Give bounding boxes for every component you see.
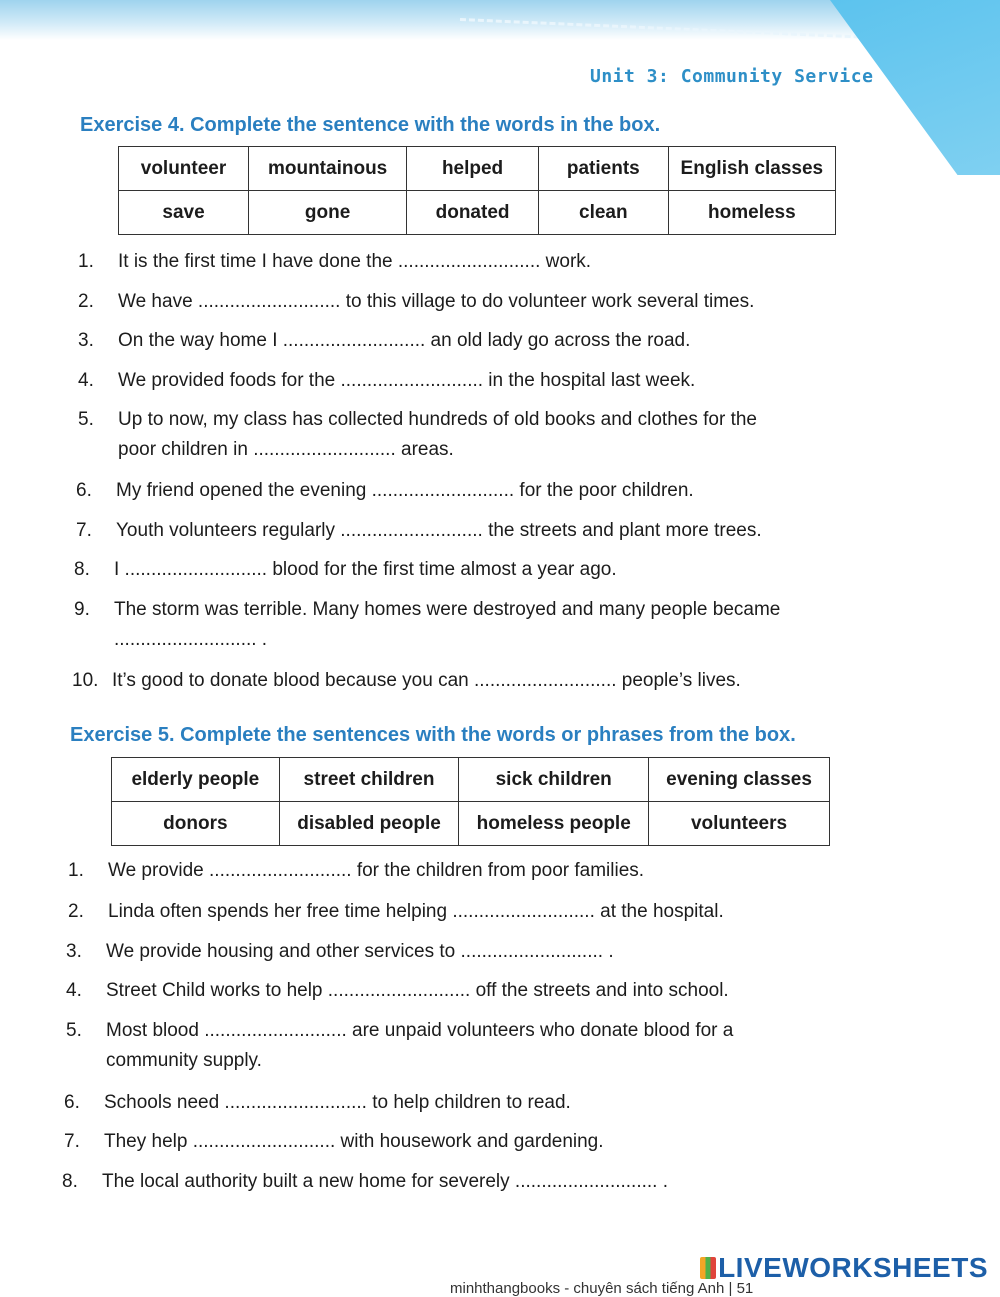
question-text[interactable]: Linda often spends her free time helping ........................... at the hospital. xyxy=(108,901,724,922)
question-number: 3. xyxy=(78,330,94,351)
exercise-5-question xyxy=(68,897,888,927)
word-box-row xyxy=(112,758,830,802)
exercise-5-question xyxy=(64,1127,884,1157)
exercise-4-question xyxy=(76,516,896,546)
question-text[interactable]: I ........................... blood for the first time almost a year ago. xyxy=(114,559,617,580)
question-number: 8. xyxy=(62,1171,78,1192)
word-cell: disabled people xyxy=(279,802,459,846)
exercise-4-question xyxy=(78,405,898,465)
exercise-5-question xyxy=(66,976,886,1006)
word-box-row xyxy=(112,802,830,846)
word-cell: mountainous xyxy=(249,147,407,191)
question-text[interactable]: We provide housing and other services to ........................... . xyxy=(106,941,614,962)
word-cell: homeless people xyxy=(459,802,649,846)
question-text[interactable]: We provide ........................... for the children from poor families. xyxy=(108,860,645,881)
question-text[interactable]: Up to now, my class has collected hundreds of old books and clothes for the xyxy=(118,409,757,430)
question-text[interactable]: We have ........................... to this village to do volunteer work several times. xyxy=(118,291,755,312)
word-cell: patients xyxy=(538,147,668,191)
question-number: 2. xyxy=(68,901,84,922)
question-number: 4. xyxy=(66,980,82,1001)
question-text[interactable]: Most blood ........................... are unpaid volunteers who donate blood for a xyxy=(106,1020,734,1041)
question-text[interactable]: They help ........................... with housework and gardening. xyxy=(104,1131,604,1152)
exercise-5-question xyxy=(66,1016,886,1076)
exercise-5-question xyxy=(66,937,886,967)
exercise-5-title: Exercise 5. Complete the sentences with the words or phrases from the box. xyxy=(70,724,796,746)
exercise-4-question xyxy=(78,326,898,356)
exercise-4-question xyxy=(74,595,894,655)
word-cell: helped xyxy=(407,147,539,191)
question-text-continued[interactable]: community supply. xyxy=(106,1050,262,1071)
question-text[interactable]: The local authority built a new home for severely ........................... . xyxy=(102,1171,669,1192)
word-cell: sick children xyxy=(459,758,649,802)
word-cell: evening classes xyxy=(649,758,830,802)
word-cell: homeless xyxy=(668,191,835,235)
exercise-5-question xyxy=(62,1167,882,1197)
decorative-blue-shape xyxy=(830,0,1000,175)
question-number: 7. xyxy=(64,1131,80,1152)
exercise-5-question xyxy=(64,1088,884,1118)
exercise-4-title: Exercise 4. Complete the sentence with the words in the box. xyxy=(80,114,661,136)
question-number: 5. xyxy=(78,409,94,430)
question-number: 5. xyxy=(66,1020,82,1041)
question-text[interactable]: It is the first time I have done the ........................... work. xyxy=(118,251,592,272)
question-number: 1. xyxy=(78,251,94,272)
question-text[interactable]: We provided foods for the ........................... in the hospital last week. xyxy=(118,370,696,391)
question-number: 1. xyxy=(68,860,84,881)
word-cell: English classes xyxy=(668,147,835,191)
question-number: 10. xyxy=(72,670,99,691)
word-cell: elderly people xyxy=(112,758,280,802)
word-cell: donated xyxy=(407,191,539,235)
exercise-4-question xyxy=(76,476,896,506)
exercise-4-question xyxy=(72,666,892,696)
exercise-4-question xyxy=(78,247,898,277)
exercise-4-question xyxy=(74,555,894,585)
logo-icon xyxy=(700,1257,716,1279)
question-number: 3. xyxy=(66,941,82,962)
question-number: 6. xyxy=(76,480,92,501)
word-cell: donors xyxy=(112,802,280,846)
footer-publisher-text: minhthangbooks - chuyên sách tiếng Anh | 51 xyxy=(450,1280,754,1297)
word-box-row xyxy=(119,191,836,235)
question-text[interactable]: The storm was terrible. Many homes were destroyed and many people became xyxy=(114,599,781,620)
question-number: 9. xyxy=(74,599,90,620)
exercise-4-question xyxy=(78,287,898,317)
question-text-continued[interactable]: ........................... . xyxy=(114,629,268,650)
unit-title: Unit 3: Community Service xyxy=(590,66,874,87)
word-cell: volunteer xyxy=(119,147,249,191)
word-cell: gone xyxy=(249,191,407,235)
question-text[interactable]: My friend opened the evening ........................... for the poor children. xyxy=(116,480,694,501)
question-number: 4. xyxy=(78,370,94,391)
word-cell: volunteers xyxy=(649,802,830,846)
question-text[interactable]: On the way home I ........................... an old lady go across the road. xyxy=(118,330,691,351)
logo-text: LIVEWORKSHEETS xyxy=(718,1252,988,1283)
exercise-4-word-box xyxy=(118,146,836,235)
exercise-5-question xyxy=(68,856,888,886)
word-cell: save xyxy=(119,191,249,235)
question-text[interactable]: Youth volunteers regularly ........................... the streets and plant more trees. xyxy=(116,520,762,541)
question-number: 6. xyxy=(64,1092,80,1113)
question-number: 8. xyxy=(74,559,90,580)
exercise-4-question xyxy=(78,366,898,396)
question-text-continued[interactable]: poor children in ........................... areas. xyxy=(118,439,454,460)
word-box-row xyxy=(119,147,836,191)
question-number: 2. xyxy=(78,291,94,312)
question-number: 7. xyxy=(76,520,92,541)
question-text[interactable]: Street Child works to help ........................... off the streets and into school. xyxy=(106,980,729,1001)
question-text[interactable]: It’s good to donate blood because you can ........................... people’s lives. xyxy=(112,670,741,691)
word-cell: clean xyxy=(538,191,668,235)
exercise-5-word-box xyxy=(111,757,830,846)
word-cell: street children xyxy=(279,758,459,802)
question-text[interactable]: Schools need ........................... to help children to read. xyxy=(104,1092,571,1113)
